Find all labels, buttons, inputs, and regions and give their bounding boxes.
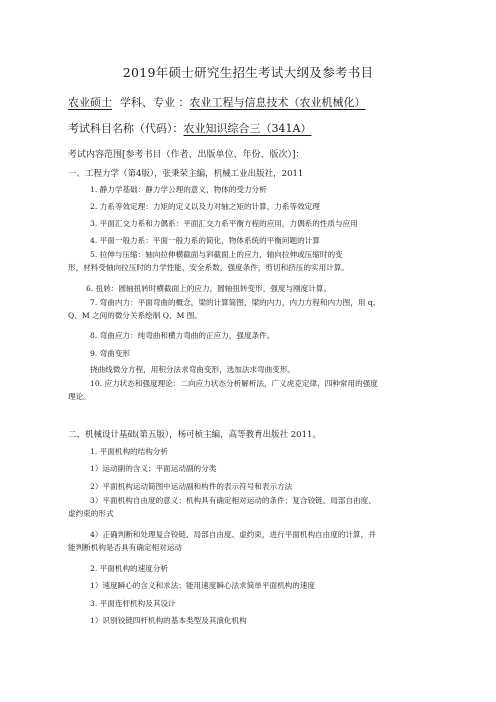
subject-line (68, 120, 311, 136)
document-title: 2019年硕士研究生招生考试大纲及参考书目 (122, 65, 374, 80)
section2-item: 1）识别铰链四杆机构的基本类型及其演化机构 (90, 616, 247, 625)
section1-item9-desc: 挠曲线微分方程，用积分法求弯曲变形，选加法求弯曲变形。 (90, 365, 296, 374)
a5-line1: 4）正确判断和处理复合铰链、局部自由度、虚约束，进行平面机构自由度的计算，并 (90, 530, 376, 539)
a4-line2: 虚约束的形式 (68, 509, 114, 518)
section2-item: 1）速度瞬心的含义和求法；能用速度瞬心法求简单平面机构的速度 (90, 581, 316, 590)
section2-a4 (68, 494, 440, 520)
item7-line2: Q、M 之间的微分关系绘制 Q、M 图。 (68, 311, 202, 320)
section1-item: 3. 平面汇交力系和力偶系：平面汇交力系平衡方程的应用，力偶系的性质与应用 (90, 219, 358, 228)
section1-item: 2. 力系等效定理：力矩的定义以及力对轴之矩的计算，力系等效定理 (90, 202, 320, 211)
section2-item: 1. 平面机构的结构分析 (90, 447, 169, 456)
item10-line1: 10. 应力状态和强度理论：二向应力状态分析解析法，广义虎克定律，四种常用的强度 (90, 379, 378, 388)
item7-line1: 7. 弯曲内力：平面弯曲的概念，梁的计算简图，梁的内力，内力方程和内力图，用 q、 (90, 298, 381, 307)
section2-item: 2）平面机构运动简图中运动副和构件的表示符号和表示方法 (90, 482, 293, 491)
section1-item10 (68, 377, 440, 403)
section1-item7 (68, 296, 440, 322)
section1-heading: 一、工程力学（第4版），张秉荣主编，机械工业出版社，2011 (68, 169, 304, 179)
a4-line1: 3）平面机构自由度的意义；机构具有确定相对运动的条件；复合铰链、局部自由度、 (90, 496, 376, 505)
section2-item: 2. 平面机构的速度分析 (90, 564, 169, 573)
subject-prefix: 考试科目名称（代码）： (68, 122, 184, 135)
section2-heading: 二、机械设计基础(第五版），杨可桢主编，高等教育出版社 2011。 (68, 430, 321, 440)
section1-item: 4. 平面一般力系：平面一般力系的简化，物体系统的平衡问题的计算 (90, 236, 320, 245)
subject-name: 农业知识综合三（341A） (183, 122, 312, 135)
a5-line2: 能判断机构是否具有确定相对运动 (68, 543, 182, 552)
section1-item8: 8. 弯曲应力：纯弯曲和横力弯曲的正应力，强度条件。 (90, 331, 275, 340)
major-prefix: 农业硕士 (68, 96, 112, 109)
scope-line: 考试内容范围[参考书目（作者、出版单位、年份、版次）]： (68, 150, 305, 160)
item5-line1: 5. 拉伸与压缩：轴向拉伸横截面与斜截面上的应力，轴向拉伸或压缩时的变 (90, 250, 343, 259)
major-name: 农业工程与信息技术（农业机械化） (189, 96, 366, 109)
section1-item9: 9. 弯曲变形 (90, 349, 131, 358)
item5-line2: 形，材料受轴向拉压时的力学性能，安全系数，强度条件，剪切和挤压的实用计算。 (68, 263, 349, 272)
section2-item: 3. 平面连杆机构及其设计 (90, 599, 176, 608)
major-mid: 学科、专业 ： (120, 96, 190, 109)
section1-item6: 6. 扭转：圆轴扭转时横截面上的应力，圆轴扭转变形，强度与刚度计算。 (86, 284, 332, 293)
item10-line2: 理论。 (68, 392, 91, 401)
section2-a5 (68, 528, 440, 554)
section1-item: 1. 静力学基础：静力学公理的意义，物体的受力分析 (90, 185, 267, 194)
section1-item5 (68, 248, 440, 274)
major-line (68, 94, 366, 110)
section2-item: 1）运动副的含义；平面运动副的分类 (90, 464, 217, 473)
